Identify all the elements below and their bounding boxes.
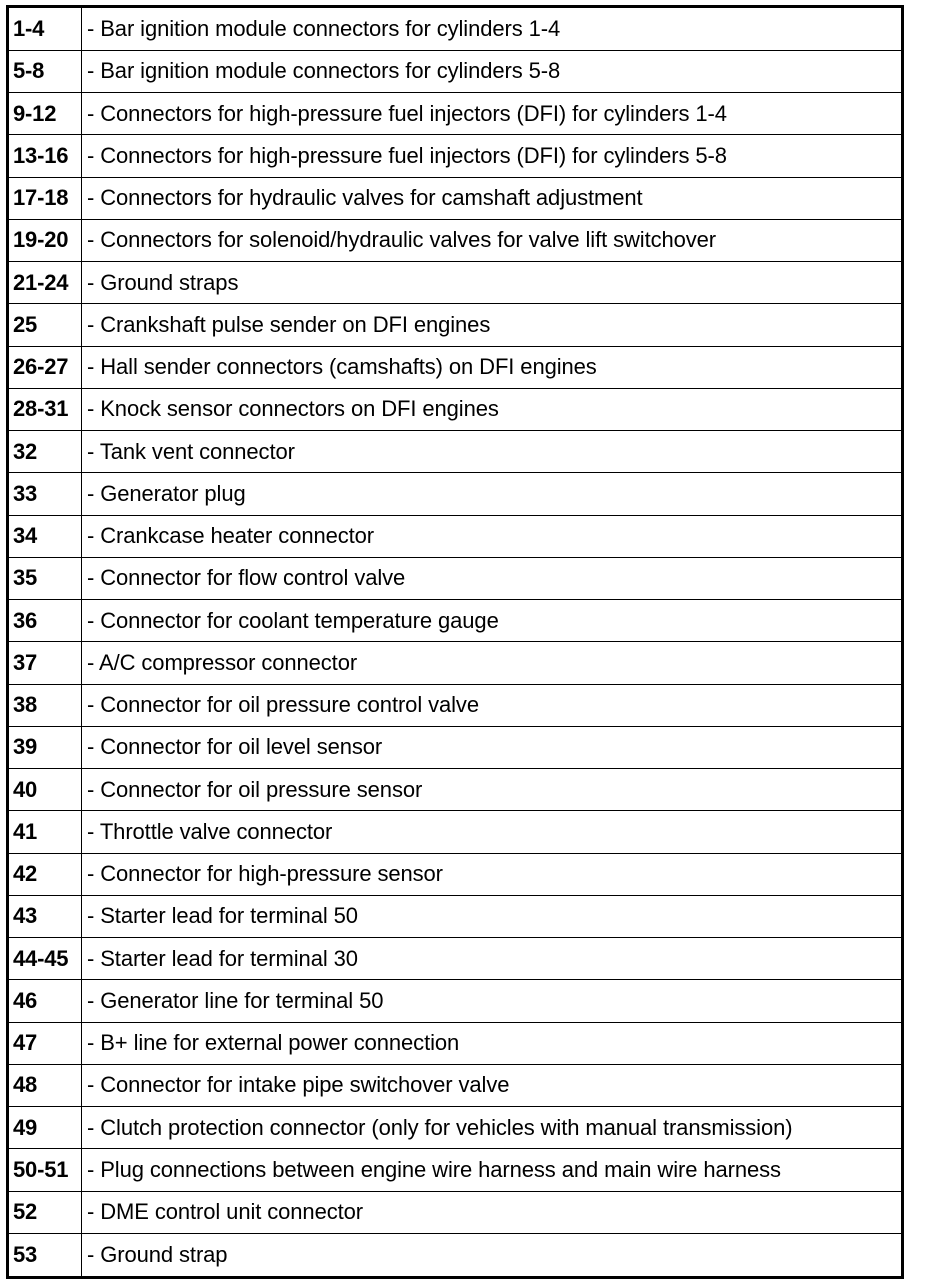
table-row (8, 177, 903, 219)
connector-description: - A/C compressor connector (82, 642, 903, 684)
connector-number: 46 (8, 980, 82, 1022)
connector-description: - Tank vent connector (82, 431, 903, 473)
table-row (8, 980, 903, 1022)
table-row (8, 304, 903, 346)
connector-description: - Starter lead for terminal 30 (82, 938, 903, 980)
connector-description: - Starter lead for terminal 50 (82, 895, 903, 937)
table-row (8, 50, 903, 92)
connector-description: - Throttle valve connector (82, 811, 903, 853)
connector-description: - Generator line for terminal 50 (82, 980, 903, 1022)
table-row (8, 853, 903, 895)
connector-description: - Connector for flow control valve (82, 557, 903, 599)
connector-number: 21-24 (8, 262, 82, 304)
connector-number: 37 (8, 642, 82, 684)
table-row (8, 1064, 903, 1106)
connector-number: 33 (8, 473, 82, 515)
connector-description: - Generator plug (82, 473, 903, 515)
connector-description: - Connector for coolant temperature gauge (82, 600, 903, 642)
table-row (8, 895, 903, 937)
connector-description: - Connector for oil pressure sensor (82, 769, 903, 811)
connector-description: - Crankcase heater connector (82, 515, 903, 557)
table-row (8, 219, 903, 261)
table-row (8, 431, 903, 473)
connector-description: - Connector for intake pipe switchover valve (82, 1064, 903, 1106)
connector-number: 49 (8, 1107, 82, 1149)
connector-number: 34 (8, 515, 82, 557)
connector-number: 9-12 (8, 93, 82, 135)
connector-number: 52 (8, 1191, 82, 1233)
connector-number: 44-45 (8, 938, 82, 980)
connector-number: 13-16 (8, 135, 82, 177)
connector-number: 32 (8, 431, 82, 473)
connector-description: - Bar ignition module connectors for cylinders 5-8 (82, 50, 903, 92)
connector-number: 25 (8, 304, 82, 346)
table-row (8, 642, 903, 684)
table-row (8, 769, 903, 811)
connector-number: 43 (8, 895, 82, 937)
table-row (8, 1233, 903, 1277)
connector-description: - Plug connections between engine wire harness and main wire harness (82, 1149, 903, 1191)
connector-description: - Crankshaft pulse sender on DFI engines (82, 304, 903, 346)
connector-number: 39 (8, 726, 82, 768)
legend-body (8, 7, 903, 1278)
connector-number: 19-20 (8, 219, 82, 261)
table-row (8, 346, 903, 388)
connector-description: - Bar ignition module connectors for cylinders 1-4 (82, 7, 903, 51)
table-row (8, 684, 903, 726)
connector-number: 47 (8, 1022, 82, 1064)
table-row (8, 726, 903, 768)
connector-description: - Hall sender connectors (camshafts) on DFI engines (82, 346, 903, 388)
connector-legend-table (6, 5, 904, 1279)
connector-number: 53 (8, 1233, 82, 1277)
connector-number: 40 (8, 769, 82, 811)
connector-description: - Ground straps (82, 262, 903, 304)
connector-description: - Connectors for high-pressure fuel injectors (DFI) for cylinders 1-4 (82, 93, 903, 135)
table-row (8, 600, 903, 642)
connector-description: - B+ line for external power connection (82, 1022, 903, 1064)
connector-number: 5-8 (8, 50, 82, 92)
table-row (8, 515, 903, 557)
connector-number: 17-18 (8, 177, 82, 219)
connector-number: 42 (8, 853, 82, 895)
table-row (8, 93, 903, 135)
table-row (8, 811, 903, 853)
table-row (8, 1022, 903, 1064)
connector-description: - Knock sensor connectors on DFI engines (82, 388, 903, 430)
table-row (8, 1191, 903, 1233)
table-row (8, 1149, 903, 1191)
connector-number: 28-31 (8, 388, 82, 430)
connector-description: - Connectors for hydraulic valves for camshaft adjustment (82, 177, 903, 219)
connector-number: 38 (8, 684, 82, 726)
table-row (8, 473, 903, 515)
connector-number: 41 (8, 811, 82, 853)
table-row (8, 938, 903, 980)
table-row (8, 557, 903, 599)
table-row (8, 262, 903, 304)
connector-number: 36 (8, 600, 82, 642)
connector-description: - Connector for high-pressure sensor (82, 853, 903, 895)
connector-description: - Ground strap (82, 1233, 903, 1277)
table-row (8, 135, 903, 177)
connector-number: 1-4 (8, 7, 82, 51)
connector-number: 26-27 (8, 346, 82, 388)
connector-description: - Connectors for high-pressure fuel injectors (DFI) for cylinders 5-8 (82, 135, 903, 177)
connector-description: - Connector for oil pressure control valve (82, 684, 903, 726)
connector-number: 48 (8, 1064, 82, 1106)
connector-number: 50-51 (8, 1149, 82, 1191)
table-row (8, 7, 903, 51)
connector-description: - Connectors for solenoid/hydraulic valves for valve lift switchover (82, 219, 903, 261)
connector-description: - Clutch protection connector (only for vehicles with manual transmission) (82, 1107, 903, 1149)
table-row (8, 1107, 903, 1149)
table-row (8, 388, 903, 430)
connector-number: 35 (8, 557, 82, 599)
connector-description: - DME control unit connector (82, 1191, 903, 1233)
connector-description: - Connector for oil level sensor (82, 726, 903, 768)
